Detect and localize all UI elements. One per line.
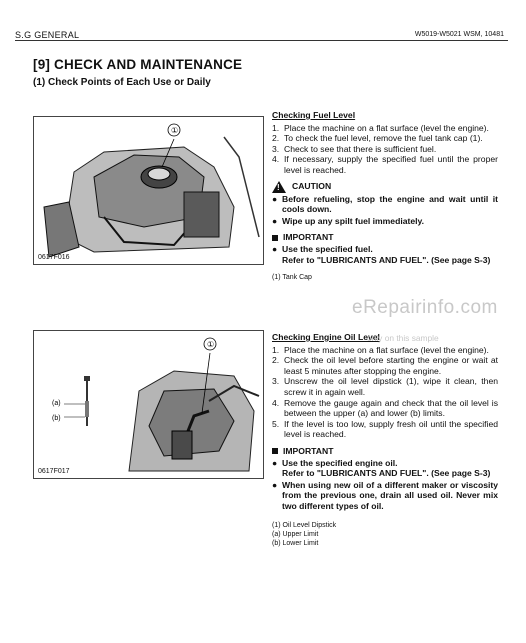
subsection-title: (1) Check Points of Each Use or Daily: [33, 77, 211, 88]
list-item: 1. Place the machine on a flat surface (level the engine).: [272, 344, 489, 355]
list-item: 4. If necessary, supply the specified fuel until the proper level is reached.: [272, 154, 498, 175]
header-section-label: S.G GENERAL: [15, 30, 80, 40]
list-item: 4. Remove the gauge again and check that the oil level is between the upper (a) and lower (b) limits.: [272, 397, 498, 419]
bullet-icon: ●: [272, 215, 278, 226]
header-manual-code: W5019-W5021 WSM, 10481: [414, 31, 504, 38]
caution-heading: ! CAUTION: [272, 181, 498, 193]
oil-note: (1) Oil Level Dipstick: [272, 521, 337, 529]
important-heading: IMPORTANT: [272, 446, 498, 457]
list-item: 2. Check the oil level before starting the engine or wait at least 5 minutes after stopping the engine.: [272, 355, 498, 376]
oil-steps: [272, 345, 498, 440]
fuel-heading: Checking Fuel Level: [272, 110, 356, 120]
caution-item: ● Before refueling, stop the engine and wait until it cools down.: [272, 193, 498, 215]
figure-fuel-tank: [33, 116, 264, 265]
bullet-icon: ●: [272, 457, 278, 468]
bullet-icon: ●: [272, 243, 278, 254]
bullet-icon: ●: [272, 479, 278, 490]
fuel-steps: [272, 123, 498, 176]
figure1-callout: ①: [171, 126, 179, 135]
figure2-code: 0617F017: [38, 468, 70, 475]
bullet-icon: ●: [272, 193, 278, 204]
header-rule: [15, 40, 508, 41]
square-bullet-icon: [272, 235, 278, 241]
important-item: ● Use the specified engine oil. Refer to "LUBRICANTS AND FUEL". (See page S-3): [272, 457, 491, 479]
upper-limit-label: (a): [52, 400, 61, 407]
figure2-callout: ①: [207, 340, 215, 349]
figure-oil-dipstick: [33, 330, 264, 479]
fuel-note: (1) Tank Cap: [272, 274, 312, 282]
important-item: ● When using new oil of a different maker or viscosity from the previous one, drain all used oil. Never mix two different types of oil.: [272, 479, 498, 511]
watermark: eRepairinfo.com: [352, 297, 498, 318]
warning-triangle-icon: !: [272, 181, 286, 193]
engine-fuel-illustration: [34, 117, 263, 264]
oil-heading: Checking Engine Oil Level: [272, 332, 380, 342]
lower-limit-label: (b): [52, 415, 61, 422]
engine-oil-illustration: [34, 331, 263, 478]
list-item: 3. Unscrew the oil level dipstick (1), wipe it clean, then screw it in again well.: [272, 376, 498, 397]
section-title: [9] CHECK AND MAINTENANCE: [33, 57, 243, 72]
square-bullet-icon: [272, 448, 278, 454]
list-item: 3. Check to see that there is sufficient fuel.: [272, 143, 437, 154]
oil-note: (a) Upper Limit: [272, 530, 319, 538]
list-item: 1. Place the machine on a flat surface (level the engine).: [272, 122, 489, 133]
caution-item: ● Wipe up any spilt fuel immediately.: [272, 215, 425, 226]
oil-level-section: [272, 332, 498, 548]
watermark-sub: only on this sample: [367, 333, 439, 343]
list-item: 2. To check the fuel level, remove the fuel tank cap (1).: [272, 133, 483, 144]
fuel-level-section: [272, 110, 498, 282]
figure1-code: 0617F016: [38, 254, 70, 261]
important-heading: IMPORTANT: [272, 232, 498, 243]
list-item: 5. If the level is too low, supply fresh oil until the specified level is reached.: [272, 418, 498, 440]
oil-note: (b) Lower Limit: [272, 539, 319, 547]
important-item: ● Use the specified fuel. Refer to "LUBRICANTS AND FUEL". (See page S-3): [272, 243, 491, 265]
